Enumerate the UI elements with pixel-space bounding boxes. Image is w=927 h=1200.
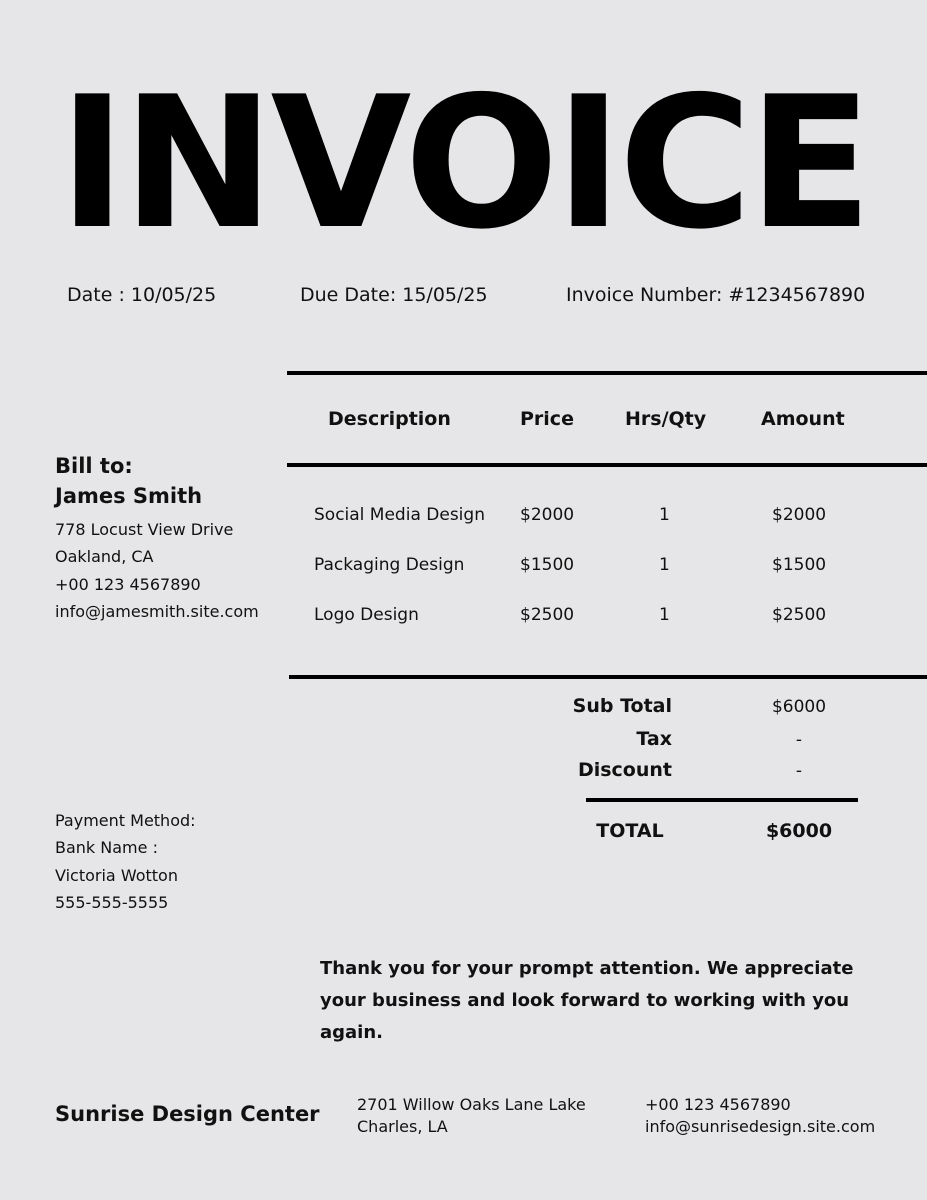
bill-to-address-line2: Oakland, CA <box>55 547 154 566</box>
row-amount: $1500 <box>772 555 827 575</box>
company-email: info@sunrisedesign.site.com <box>645 1117 876 1136</box>
bill-to-label: Bill to: <box>55 454 133 478</box>
row-description: Packaging Design <box>314 555 465 575</box>
bill-to-address-line1: 778 Locust View Drive <box>55 520 234 539</box>
column-header-description: Description <box>328 408 451 430</box>
company-address-line2: Charles, LA <box>357 1117 448 1136</box>
total-rule <box>586 798 858 802</box>
bill-to-email: info@jamesmith.site.com <box>55 602 259 621</box>
discount-value: - <box>795 761 803 781</box>
tax-value: - <box>795 730 803 750</box>
table-top-rule <box>287 371 927 375</box>
invoice-number: Invoice Number: #1234567890 <box>566 284 866 306</box>
column-header-amount: Amount <box>761 408 845 430</box>
subtotal-value: $6000 <box>771 697 827 717</box>
invoice-date: Date : 10/05/25 <box>67 284 217 306</box>
column-header-price: Price <box>520 408 574 430</box>
account-name: Victoria Wotton <box>55 866 178 885</box>
row-description: Social Media Design <box>314 505 485 525</box>
row-qty: 1 <box>659 505 670 525</box>
company-phone: +00 123 4567890 <box>645 1095 791 1114</box>
row-price: $1500 <box>520 555 575 575</box>
account-number: 555-555-5555 <box>55 893 169 912</box>
bank-name-label: Bank Name : <box>55 838 158 857</box>
tax-label: Tax <box>636 728 672 750</box>
table-bottom-rule <box>289 675 927 679</box>
company-address-line1: 2701 Willow Oaks Lane Lake <box>357 1095 586 1114</box>
company-name: Sunrise Design Center <box>55 1102 320 1126</box>
row-price: $2500 <box>520 605 575 625</box>
due-date: Due Date: 15/05/25 <box>300 284 488 306</box>
total-label: TOTAL <box>596 820 664 842</box>
row-amount: $2000 <box>772 505 827 525</box>
payment-method-label: Payment Method: <box>55 811 196 830</box>
row-price: $2000 <box>520 505 575 525</box>
thank-you-note: Thank you for your prompt attention. We appreciate your business and look forward to working with you again. <box>320 958 854 1043</box>
bill-to-name: James Smith <box>55 484 203 508</box>
row-qty: 1 <box>659 555 670 575</box>
discount-label: Discount <box>577 759 672 781</box>
bill-to-phone: +00 123 4567890 <box>55 575 201 594</box>
invoice-title: INVOICE <box>58 57 869 269</box>
column-header-qty: Hrs/Qty <box>625 408 707 430</box>
row-amount: $2500 <box>772 605 827 625</box>
row-description: Logo Design <box>314 605 419 625</box>
table-header-rule <box>287 463 927 467</box>
row-qty: 1 <box>659 605 670 625</box>
total-value: $6000 <box>765 820 833 842</box>
subtotal-label: Sub Total <box>572 695 672 717</box>
